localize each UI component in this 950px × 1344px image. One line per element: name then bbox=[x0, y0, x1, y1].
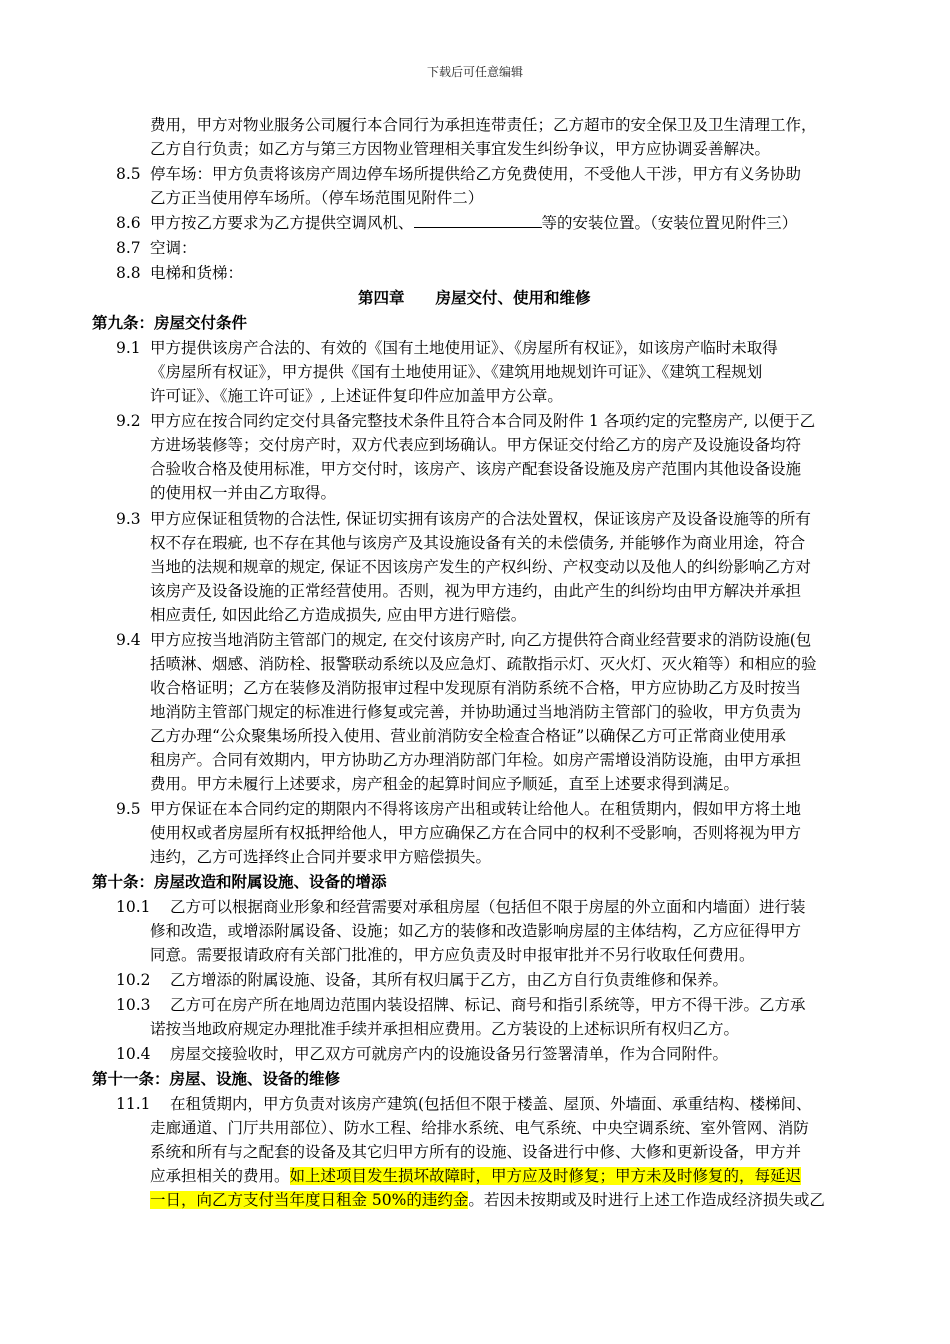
text-line: 费用，甲方对物业服务公司履行本合同行为承担连带责任；乙方超市的安全保卫及卫生清理工作， bbox=[150, 116, 817, 134]
text-line bbox=[150, 1166, 801, 1186]
text-line: 系统和所有与之配套的设备及其它归甲方所有的设施、设备进行中修、大修和更新设备，甲方并 bbox=[150, 1143, 802, 1161]
text-line: 地消防主管部门规定的标准进行修复或完善，并协助通过当地消防主管部门的验收，甲方负责为 bbox=[150, 703, 802, 721]
fill-in-blank bbox=[414, 213, 542, 228]
article-heading: 第十条：房屋改造和附属设施、设备的增添 bbox=[92, 872, 387, 891]
text-line: 该房产及设备设施的正常经营使用。否则，视为甲方违约，由此产生的纠纷均由甲方解决并承担 bbox=[150, 582, 802, 600]
text-line: 甲方应保证租赁物的合法性, 保证切实拥有该房产的合法处置权，保证该房产及设备设施等的所有 bbox=[150, 510, 811, 528]
text-segment: 甲方按乙方要求为乙方提供空调风机、 bbox=[150, 214, 414, 232]
clause-number: 8.7 bbox=[116, 239, 141, 257]
clause-number: 8.5 bbox=[116, 165, 141, 183]
text-line: 乙方可以根据商业形象和经营需要对承租房屋（包括但不限于房屋的外立面和内墙面）进行装 bbox=[170, 898, 806, 916]
text-line: 诺按当地政府规定办理批准手续并承担相应费用。乙方装设的上述标识所有权归乙方。 bbox=[150, 1020, 740, 1038]
clause-number: 9.5 bbox=[116, 800, 141, 818]
text-line: 乙方可在房产所在地周边范围内装设招牌、标记、商号和指引系统等，甲方不得干涉。乙方承 bbox=[170, 996, 806, 1014]
text-line: 当地的法规和规章的规定, 保证不因该房产发生的产权纠纷、产权变动以及他人的纠纷影响乙方对 bbox=[150, 558, 811, 576]
text-line: 许可证》、《施工许可证》, 上述证件复印件应加盖甲方公章。 bbox=[150, 387, 563, 405]
clause-number: 9.3 bbox=[116, 510, 141, 528]
text-line: 甲方应在按合同约定交付具备完整技术条件且符合本合同及附件 1 各项约定的完整房产, 以便于乙 bbox=[150, 412, 816, 430]
article-heading: 第九条：房屋交付条件 bbox=[92, 313, 248, 332]
clause-number: 9.2 bbox=[116, 412, 141, 430]
text-segment: 应承担相关的费用。 bbox=[150, 1167, 290, 1185]
text-line: 相应责任, 如因此给乙方造成损失, 应由甲方进行赔偿。 bbox=[150, 606, 527, 624]
clause-number: 10.4 bbox=[116, 1045, 151, 1063]
clause-number: 9.1 bbox=[116, 339, 141, 357]
text-line: 的使用权一并由乙方取得。 bbox=[150, 484, 337, 502]
article-heading: 第十一条：房屋、设施、设备的维修 bbox=[92, 1069, 341, 1088]
text-line: 电梯和货梯： bbox=[150, 264, 244, 282]
highlighted-text: 如上述项目发生损坏故障时，甲方应及时修复；甲方未及时修复的，每延迟 bbox=[289, 1167, 802, 1185]
clause-number: 10.3 bbox=[116, 996, 151, 1014]
text-line: 乙方增添的附属设施、设备，其所有权归属于乙方，由乙方自行负责维修和保养。 bbox=[170, 971, 729, 989]
text-line: 甲方应按当地消防主管部门的规定, 在交付该房产时, 向乙方提供符合商业经营要求的消防设施(包 bbox=[150, 631, 812, 649]
text-line: 方进场装修等；交付房产时，双方代表应到场确认。甲方保证交付给乙方的房产及设施设备均符 bbox=[150, 436, 802, 454]
text-line bbox=[150, 1190, 825, 1210]
text-line: 使用权或者房屋所有权抵押给他人，甲方应确保乙方在合同中的权利不受影响，否则将视为甲方 bbox=[150, 824, 802, 842]
text-line: 括喷淋、烟感、消防栓、报警联动系统以及应急灯、疏散指示灯、灭火灯、灭火箱等）和相应的验 bbox=[150, 655, 817, 673]
text-line: 违约，乙方可选择终止合同并要求甲方赔偿损失。 bbox=[150, 848, 492, 866]
clause-number: 10.1 bbox=[116, 898, 151, 916]
text-line: 租房产。合同有效期内，甲方协助乙方办理消防部门年检。如房产需增设消防设施，由甲方承担 bbox=[150, 751, 802, 769]
text-segment: 等的安装位置。（安装位置见附件三） bbox=[541, 214, 798, 232]
text-line: 乙方正当使用停车场所。（停车场范围见附件二） bbox=[150, 189, 484, 207]
text-line: 同意。需要报请政府有关部门批准的，甲方应负责及时申报审批并不另行收取任何费用。 bbox=[150, 946, 755, 964]
clause-number: 8.8 bbox=[116, 264, 141, 282]
text-line: 收合格证明；乙方在装修及消防报审过程中发现原有消防系统不合格，甲方应协助乙方及时按当 bbox=[150, 679, 802, 697]
text-line: 走廊通道、门厅共用部位）、防水工程、给排水系统、电气系统、中央空调系统、室外管网、消防 bbox=[150, 1119, 809, 1137]
text-line: 《房屋所有权证》，甲方提供《国有土地使用证》、《建筑用地规划许可证》、《建筑工程规划 bbox=[150, 363, 763, 381]
text-line: 在租赁期内，甲方负责对该房产建筑(包括但不限于楼盖、屋顶、外墙面、承重结构、楼梯间、 bbox=[170, 1095, 812, 1113]
clause-number: 10.2 bbox=[116, 971, 151, 989]
text-line: 费用。甲方未履行上述要求，房产租金的起算时间应予顺延，直至上述要求得到满足。 bbox=[150, 775, 740, 793]
text-line: 乙方办理“公众聚集场所投入使用、营业前消防安全检查合格证”以确保乙方可正常商业使用承 bbox=[150, 727, 786, 745]
page-header: 下载后可任意编辑 bbox=[426, 65, 523, 79]
clause-number: 9.4 bbox=[116, 631, 141, 649]
text-line: 空调： bbox=[150, 239, 197, 257]
text-line bbox=[150, 213, 797, 233]
text-line: 乙方自行负责；如乙方与第三方因物业管理相关事宜发生纠纷争议，甲方应协调妥善解决。 bbox=[150, 140, 771, 158]
highlighted-text: 一日，向乙方支付当年度日租金 50%的违约金 bbox=[150, 1191, 469, 1209]
text-segment: 。若因未按期或及时进行上述工作造成经济损失或乙 bbox=[468, 1191, 825, 1209]
clause-number: 11.1 bbox=[116, 1095, 151, 1113]
text-line: 甲方保证在本合同约定的期限内不得将该房产出租或转让给他人。在租赁期内，假如甲方将土地 bbox=[150, 800, 802, 818]
text-line: 停车场：甲方负责将该房产周边停车场所提供给乙方免费使用，不受他人干涉，甲方有义务协助 bbox=[150, 165, 802, 183]
text-line: 房屋交接验收时，甲乙双方可就房产内的设施设备另行签署清单，作为合同附件。 bbox=[170, 1045, 729, 1063]
chapter-title: 第四章 房屋交付、使用和维修 bbox=[358, 288, 591, 307]
clause-number: 8.6 bbox=[116, 214, 141, 232]
text-line: 权不存在瑕疵, 也不存在其他与该房产及其设施设备有关的未偿债务, 并能够作为商业用途，符合 bbox=[150, 534, 806, 552]
text-line: 合验收合格及使用标准，甲方交付时，该房产、该房产配套设备设施及房产范围内其他设备设施 bbox=[150, 460, 802, 478]
text-line: 修和改造，或增添附属设备、设施；如乙方的装修和改造影响房屋的主体结构，乙方应征得甲方 bbox=[150, 922, 802, 940]
text-line: 甲方提供该房产合法的、有效的《国有土地使用证》、《房屋所有权证》，如该房产临时未取得 bbox=[150, 339, 778, 357]
